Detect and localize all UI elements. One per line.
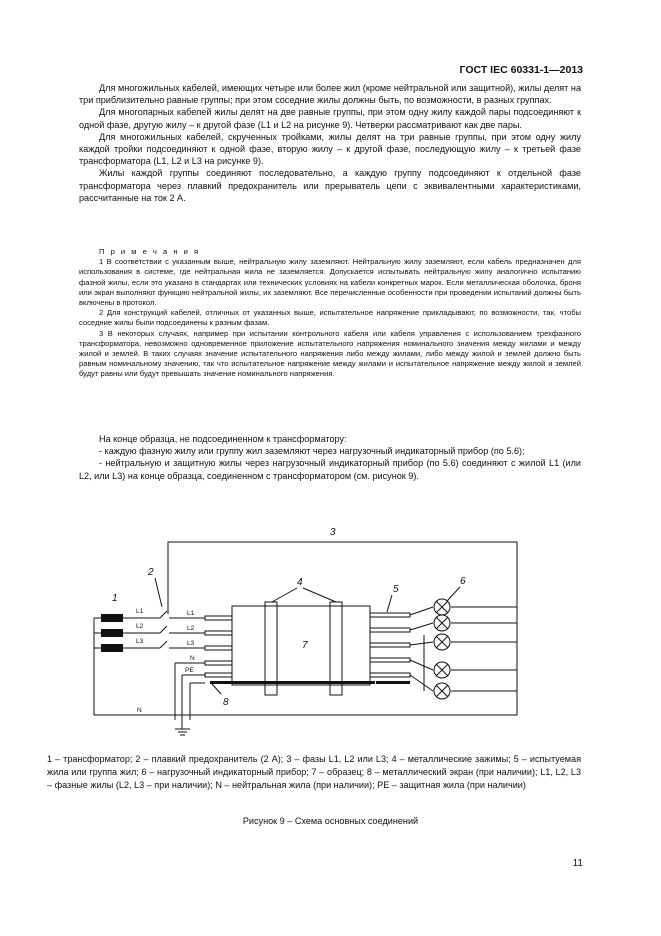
wire-label-n-bottom: N xyxy=(137,707,142,714)
metallic-screen xyxy=(210,681,375,684)
wire-label-l1-right: L1 xyxy=(187,610,195,617)
indicator-lamp-icon xyxy=(434,634,450,650)
wire-label-l3-right: L3 xyxy=(187,640,195,647)
connection-diagram xyxy=(0,515,661,745)
label-7: 7 xyxy=(302,640,308,651)
figure-legend: 1 – трансформатор; 2 – плавкий предохранитель (2 А); 3 – фазы L1, L2 или L3; 4 – металлические зажимы; 5 – испытуемая жила или группа жил; 6 – нагрузочный индикаторный прибор; 7 – образец; 8 – металлический экран (при наличии); L1, L2, L3 – фазные жилы (L2, L3 – при наличии); N – нейтральная жила (при наличии); PE – защитная жила (при наличии) xyxy=(47,754,581,790)
note-item: 1 В соответствии с указанным выше, нейтральную жилу заземляют. Нейтральную жилу заземляют, если кабель предназначен для использования в системе, где нейтральная жила не заземляется. Допускается испытывать нейтральную жилу аналогично испытанию фазной жилы, если это указано в стандартах или технических условиях на кабели конкретных марок. Если металлическая оболочка, броня или экран выполняют функцию нейтральной жилы, их заземляют. Все перечисленные особенности при проведении испытаний должны быть включены в протокол. xyxy=(79,257,581,308)
standard-header: ГОСТ IEC 60331-1—2013 xyxy=(459,64,583,76)
figure-caption: Рисунок 9 – Схема основных соединений xyxy=(242,816,419,826)
label-2: 2 xyxy=(148,567,154,578)
indicator-lamp-icon xyxy=(434,615,450,631)
label-5: 5 xyxy=(393,584,399,595)
label-3: 3 xyxy=(330,527,336,538)
wire-label-pe: PE xyxy=(185,667,194,674)
indicator-lamp-icon xyxy=(434,599,450,615)
wire-label-l3: L3 xyxy=(136,638,144,645)
main-text xyxy=(79,82,581,204)
paragraph: - каждую фазную жилу или группу жил заземляют через нагрузочный индикаторный прибор (по 5.6); xyxy=(99,446,525,457)
note-item: 2 Для конструкций кабелей, отличных от указанных выше, испытательное напряжение прикладывают, по возможности, так, чтобы соседние жилы были подсоединены к разным фазам. xyxy=(79,308,581,328)
wire-label-l2-right: L2 xyxy=(187,625,195,632)
note-item: 3 В некоторых случаях, например при испытании контрольного кабеля или кабеля управления с использованием трехфазного трансформатора, невозможно одновременное приложение испытательного напряжения номинального значения между жилами и между жилой и землей. В таких случаях значение испытательного напряжения либо между жилами, либо между жилой и землей должно быть равным номинальному значению, так что испытательное напряжение между жилами и испытательное напряжение между жилой и землей будут равны или будут превышать значение номинального напряжения. xyxy=(79,328,581,379)
wire-label-l2: L2 xyxy=(136,623,144,630)
label-1: 1 xyxy=(112,593,118,604)
wire-label-n: N xyxy=(190,655,195,662)
indicator-lamp-icon xyxy=(434,662,450,678)
paragraph: Для многожильных кабелей, имеющих четыре или более жил (кроме нейтральной или защитной), жилы делят на три приблизительно равные группы; при этом соседние жилы должны быть, по возможности, в разных группах. xyxy=(79,83,581,106)
transformer-icon xyxy=(101,614,123,652)
specimen-body xyxy=(232,606,370,685)
paragraph: Жилы каждой группы соединяют последовательно, а каждую группу подсоединяют к отдельной фазе трансформатора через плавкий предохранитель или прерыватель цепи с эквивалентными характеристиками, рассчитанные на ток 2 А. xyxy=(79,168,581,203)
notes-section xyxy=(79,247,581,380)
paragraph: Для многожильных кабелей, скрученных тройками, жилы делят на три равные группы, при этом одну жилу каждой тройки подсоединяют к одной фазе, вторую жилу – к другой фазе, последующую жилу – к третьей фазе трансформатора (L1, L2 и L3 на рисунке 9). xyxy=(79,131,581,167)
label-4: 4 xyxy=(297,577,303,588)
indicator-lamp-icon xyxy=(434,683,450,699)
label-8: 8 xyxy=(223,697,229,708)
paragraph: На конце образца, не подсоединенном к трансформатору: xyxy=(99,434,347,444)
diagram-svg xyxy=(0,515,661,745)
connection-text xyxy=(79,433,581,482)
paragraph: - нейтральную и защитную жилы через нагрузочный индикаторный прибор (по 5.6) соединяют с жилой L1 (или L2, или L3) на конце образца, соединенном с трансформатором (см. рисунок 9). xyxy=(79,458,581,481)
page-number: 11 xyxy=(572,858,583,869)
notes-title: П р и м е ч а н и я xyxy=(99,247,201,256)
label-6: 6 xyxy=(460,576,466,587)
paragraph: Для многопарных кабелей жилы делят на две равные группы, при этом одну жилу каждой пары подсоединяют к одной фазе, другую жилу – к другой фазе (L1 и L2 на рисунке 9). Четверки рассматривают как две пары. xyxy=(79,107,581,130)
wire-label-l1: L1 xyxy=(136,608,144,615)
